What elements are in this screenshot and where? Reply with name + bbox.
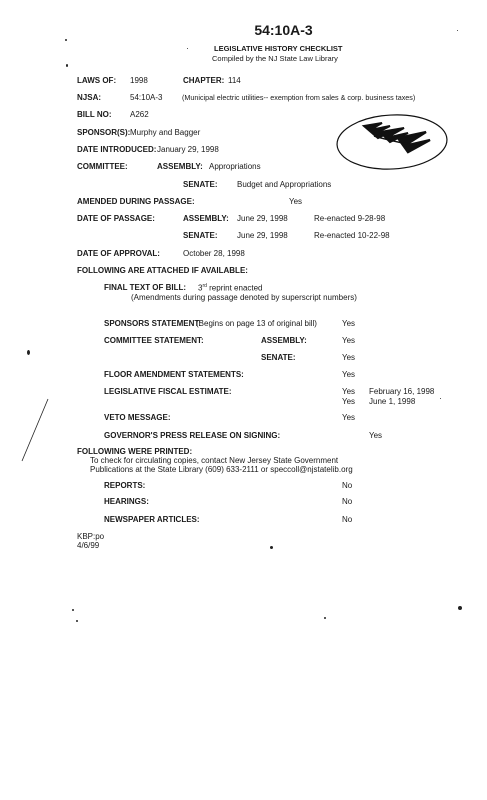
passage-senate-note: Re-enacted 10-22-98 xyxy=(314,231,390,240)
fiscal-estimate-label: LEGISLATIVE FISCAL ESTIMATE: xyxy=(104,387,232,396)
veto-label: VETO MESSAGE: xyxy=(104,413,171,422)
final-text-value: 3rd reprint enacted xyxy=(198,283,263,293)
scan-speck xyxy=(27,350,30,355)
laws-of-value: 1998 xyxy=(130,76,148,85)
newspaper-value: No xyxy=(342,515,353,524)
chapter-label: CHAPTER: xyxy=(183,76,225,85)
scan-speck xyxy=(187,48,188,49)
reports-value: No xyxy=(342,481,353,490)
chapter-value: 114 xyxy=(228,76,241,85)
passage-senate-label: SENATE: xyxy=(183,231,218,240)
passage-label: DATE OF PASSAGE: xyxy=(77,214,155,223)
hearings-label: HEARINGS: xyxy=(104,497,149,506)
fiscal-estimate-value-2: Yes xyxy=(342,397,356,406)
approval-label: DATE OF APPROVAL: xyxy=(77,249,160,258)
committee-assembly-value: Appropriations xyxy=(209,162,261,171)
document-number: 54:10A-3 xyxy=(254,22,313,38)
committee-statement-assembly-value: Yes xyxy=(342,336,356,345)
final-text-label: FINAL TEXT OF BILL: xyxy=(104,283,187,292)
scan-speck xyxy=(270,546,273,549)
printed-line-2: Publications at the State Library (609) 633-2111 or speccoll@njstatelib.org xyxy=(90,465,353,474)
passage-assembly-label: ASSEMBLY: xyxy=(183,214,229,223)
scan-speck xyxy=(458,606,462,610)
committee-senate-value: Budget and Appropriations xyxy=(237,180,332,189)
handwritten-scribble xyxy=(334,112,454,174)
committee-statement-label: COMMITTEE STATEMENT: xyxy=(104,336,204,345)
passage-senate-date: June 29, 1998 xyxy=(237,231,288,240)
printed-line-1: To check for circulating copies, contact New Jersey State Government xyxy=(90,456,339,465)
scan-speck xyxy=(324,617,326,619)
njsa-value: 54:10A-3 xyxy=(130,93,163,102)
attached-heading: FOLLOWING ARE ATTACHED IF AVAILABLE: xyxy=(77,266,248,275)
document-title: LEGISLATIVE HISTORY CHECKLIST xyxy=(214,44,343,53)
date-introduced-value: January 29, 1998 xyxy=(157,145,219,154)
approval-value: October 28, 1998 xyxy=(183,249,245,258)
scan-speck xyxy=(72,609,74,611)
fiscal-estimate-date-1: February 16, 1998 xyxy=(369,387,435,396)
njsa-description: (Municipal electric utilities-- exemption from sales & corp. business taxes) xyxy=(182,93,416,102)
committee-statement-assembly-label: ASSEMBLY: xyxy=(261,336,307,345)
laws-of-label: LAWS OF: xyxy=(77,76,117,85)
footer-initials: KBP:po xyxy=(77,532,105,541)
governor-label: GOVERNOR'S PRESS RELEASE ON SIGNING: xyxy=(104,431,281,440)
compiled-by: Compiled by the NJ State Law Library xyxy=(212,54,338,63)
governor-value: Yes xyxy=(369,431,383,440)
bill-no-value: A262 xyxy=(130,110,149,119)
amended-label: AMENDED DURING PASSAGE: xyxy=(77,197,195,206)
scan-speck xyxy=(76,620,78,622)
sponsors-statement-value: Yes xyxy=(342,319,356,328)
fiscal-estimate-date-2: June 1, 1998 xyxy=(369,397,416,406)
committee-senate-label: SENATE: xyxy=(183,180,218,189)
fiscal-estimate-value-1: Yes xyxy=(342,387,356,396)
scan-speck xyxy=(66,64,68,67)
newspaper-label: NEWSPAPER ARTICLES: xyxy=(104,515,200,524)
stray-pen-line xyxy=(18,396,52,464)
passage-assembly-note: Re-enacted 9-28-98 xyxy=(314,214,386,223)
floor-amendment-value: Yes xyxy=(342,370,356,379)
date-introduced-label: DATE INTRODUCED: xyxy=(77,145,157,154)
hearings-value: No xyxy=(342,497,353,506)
scan-speck xyxy=(65,39,67,41)
scan-speck xyxy=(457,30,458,31)
committee-statement-senate-value: Yes xyxy=(342,353,356,362)
njsa-label: NJSA: xyxy=(77,93,102,102)
committee-assembly-label: ASSEMBLY: xyxy=(157,162,203,171)
veto-value: Yes xyxy=(342,413,356,422)
reports-label: REPORTS: xyxy=(104,481,146,490)
sponsors-value: Murphy and Bagger xyxy=(130,128,201,137)
sponsors-label: SPONSOR(S): xyxy=(77,128,131,137)
printed-heading: FOLLOWING WERE PRINTED: xyxy=(77,447,193,456)
bill-no-label: BILL NO: xyxy=(77,110,112,119)
sponsors-statement-note: (Begins on page 13 of original bill) xyxy=(196,319,317,328)
amended-value: Yes xyxy=(289,197,303,206)
final-text-note: (Amendments during passage denoted by superscript numbers) xyxy=(131,293,357,302)
passage-assembly-date: June 29, 1998 xyxy=(237,214,288,223)
committee-statement-senate-label: SENATE: xyxy=(261,353,296,362)
scan-speck xyxy=(440,398,441,399)
footer-date: 4/6/99 xyxy=(77,541,100,550)
sponsors-statement-label: SPONSORS STATEMENT: xyxy=(104,319,202,328)
committee-label: COMMITTEE: xyxy=(77,162,128,171)
floor-amendment-label: FLOOR AMENDMENT STATEMENTS: xyxy=(104,370,244,379)
